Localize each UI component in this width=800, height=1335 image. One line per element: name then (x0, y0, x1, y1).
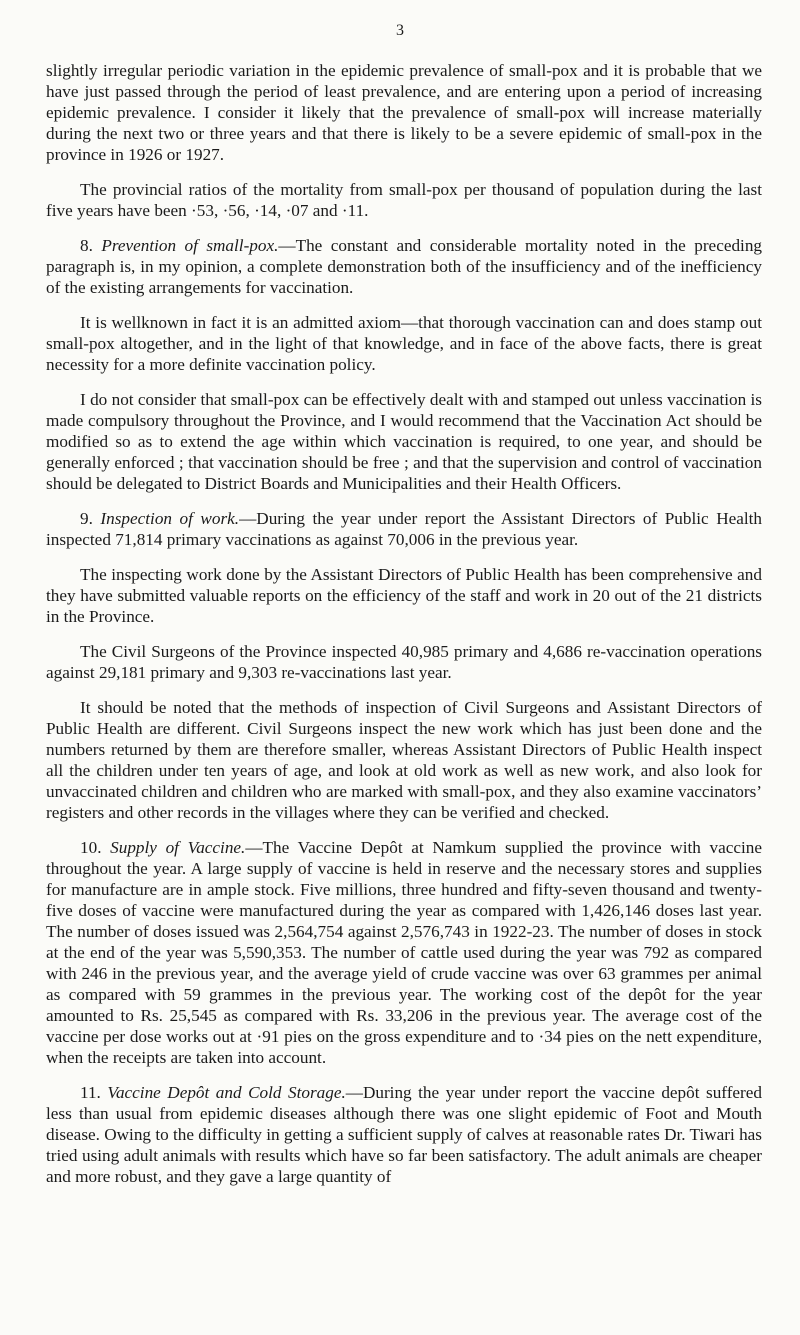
paragraph-mortality-ratios: The provincial ratios of the mortality from small-pox per thousand of population during the last five years have been ·53, ·56, ·14, ·07 and ·11. (46, 180, 762, 220)
paragraph-vaccine-supply: 10. Supply of Vaccine.—The Vaccine Depôt at Namkum supplied the province with vaccine throughout the year. A large supply of vaccine is held in reserve and the necessary stores and supplies for manufacture are in ample stock. Five millions, three hundred and fifty-seven thousand and twenty-five doses of vaccine were manufactured during the year as compared with 1,426,146 doses last year. The number of doses issued was 2,564,754 against 2,576,743 in 1922-23. The number of doses in stock at the end of the year was 5,590,353. The number of cattle used during the year was 792 as compared with 246 in the previous year, and the average yield of crude vaccine was over 63 grammes per animal as compared with 59 grammes in the previous year. The working cost of the depôt for the year amounted to Rs. 25,545 as compared with Rs. 33,206 in the previous year. The average cost of the vaccine per dose works out at ·91 pies on the gross expenditure and to ·34 pies on the nett expenditure, when the receipts are taken into account. (46, 838, 762, 1067)
paragraph-inspecting-work: The inspecting work done by the Assistant Directors of Public Health has been comprehensive and they have submitted valuable reports on the efficiency of the staff and work in 20 out of the 21 districts in the Province. (46, 565, 762, 626)
section-number: 11. (80, 1083, 101, 1102)
section-heading: Supply of Vaccine. (110, 838, 246, 857)
paragraph-inspection: 9. Inspection of work.—During the year under report the Assistant Directors of Public Health inspected 71,814 primary vaccinations as against 70,006 in the previous year. (46, 509, 763, 549)
paragraph-smallpox-variation: slightly irregular periodic variation in the epidemic prevalence of small-pox and it is probable that we have just passed through the period of least prevalence, and are entering upon a period of increasing epidemic prevalence. I consider it likely that the prevalence of small-pox will increase materially during the next two or three years and that there is likely to be a severe epidemic of small-pox in the province in 1926 or 1927. (46, 61, 762, 164)
section-heading: Prevention of small-pox. (101, 236, 279, 255)
paragraph-cold-storage: 11. Vaccine Depôt and Cold Storage.—During the year under report the vaccine depôt suffered less than usual from epidemic diseases although there was one slight epidemic of Foot and Mouth disease. Owing to the difficulty in getting a sufficient supply of calves at reasonable rates Dr. Tiwari has tried using adult animals with results which have so far been satisfactory. The adult animals are cheaper and more robust, and they gave a large quantity of (46, 1083, 763, 1186)
section-number: 10. (80, 838, 102, 857)
paragraph-prevention: 8. Prevention of small-pox.—The constant and considerable mortality noted in the preceding paragraph is, in my opinion, a complete demonstration both of the insufficiency and of the inefficiency of the existing arrangements for vaccination. (46, 236, 763, 297)
section-heading: Inspection of work. (100, 509, 240, 528)
section-number: 8. (80, 236, 93, 255)
paragraph-compulsory-vaccination: I do not consider that small-pox can be effectively dealt with and stamped out unless vaccination is made compulsory throughout the Province, and I would recommend that the Vaccination Act should be modified so as to extend the age within which vaccination is required, to one year, and should be generally enforced ; that vaccination should be free ; and that the supervision and control of vaccination should be delegated to District Boards and Municipalities and their Health Officers. (46, 390, 762, 493)
paragraph-inspection-methods: It should be noted that the methods of inspection of Civil Surgeons and Assistant Directors of Public Health are different. Civil Surgeons inspect the new work which has just been done and the numbers returned by them are therefore smaller, whereas Assistant Directors of Public Health inspect all the children under ten years of age, and look at old work as well as new work, and also look for unvaccinated children and children who are marked with small-pox, and they also examine vaccinators’ registers and other records in the villages where they can be verified and checked. (46, 698, 762, 822)
section-heading: Vaccine Depôt and Cold Storage. (107, 1083, 346, 1102)
paragraph-civil-surgeons: The Civil Surgeons of the Province inspected 40,985 primary and 4,686 re-vaccination operations against 29,181 primary and 9,303 re-vaccinations last year. (46, 642, 762, 682)
section-number: 9. (80, 509, 93, 528)
page-number: 3 (396, 22, 404, 39)
paragraph-axiom: It is wellknown in fact it is an admitted axiom—that thorough vaccination can and does stamp out small-pox altogether, and in the light of that knowledge, and in face of the above facts, there is great necessity for a more definite vaccination policy. (46, 313, 762, 374)
